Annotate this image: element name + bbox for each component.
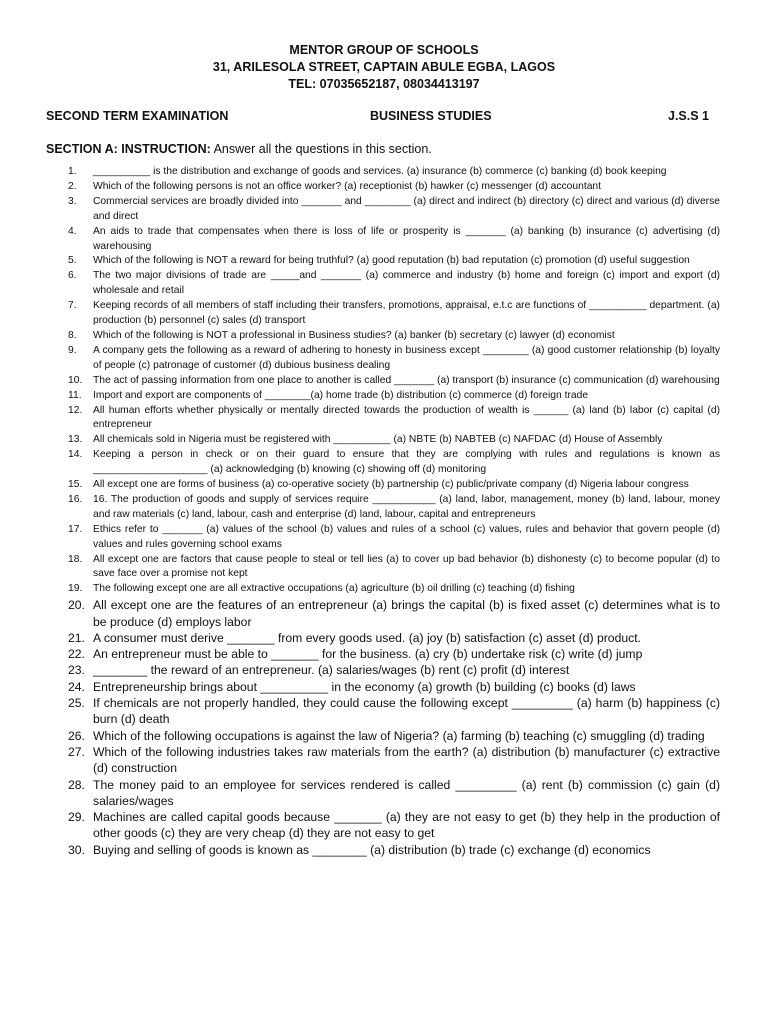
question-number: 10. [68,374,83,386]
question-item [68,646,720,662]
question-text: A company gets the following as a reward of adhering to honesty in business except ________ (a) good customer relationship (b) loyalty of people (c) patronage of customer (d) dubious business dealing [93,344,720,371]
question-number: 13. [68,434,83,446]
question-text: Which of the following is NOT a professional in Business studies? (a) banker (b) secretary (c) lawyer (d) economist [93,329,615,341]
question-item [68,195,720,225]
question-text: Ethics refer to _______ (a) values of the school (b) values and rules of a school (c) values, rules and behavior that govern people (d) values and rules governing school exams [93,523,720,550]
question-item [68,404,720,434]
question-text: Buying and selling of goods is known as ________ (a) distribution (b) trade (c) exchange (d) economics [93,842,651,857]
question-text: Import and export are components of ________(a) home trade (b) distribution (c) commerce (d) foreign trade [93,389,589,401]
question-item [68,344,720,374]
question-item [68,597,720,630]
exam-title: SECOND TERM EXAMINATION [46,109,229,123]
question-item [68,433,720,448]
class-label: J.S.S 1 [668,109,709,123]
question-number: 14. [68,449,83,461]
question-number: 12. [68,404,83,416]
question-number: 22. [68,647,85,662]
question-number: 25. [68,696,85,711]
question-item [68,299,720,329]
question-text: The money paid to an employee for services rendered is called _________ (a) rent (b) commission (c) gain (d) salaries/wages [93,777,720,808]
school-name: MENTOR GROUP OF SCHOOLS [289,43,479,57]
question-text: Entrepreneurship brings about __________ in the economy (a) growth (b) building (c) books (d) laws [93,679,636,694]
question-list [0,165,768,858]
question-number: 19. [68,583,83,595]
question-item [68,180,720,195]
question-item [68,269,720,299]
question-number: 8. [68,329,77,341]
school-address: 31, ARILESOLA STREET, CAPTAIN ABULE EGBA, LAGOS [212,60,556,74]
question-number: 30. [68,842,85,857]
question-item [68,695,720,728]
question-text: An entrepreneur must be able to _______ for the business. (a) cry (b) undertake risk (c) write (d) jump [93,647,643,662]
question-number: 18. [68,553,83,565]
question-text: Which of the following is NOT a reward for being truthful? (a) good reputation (b) bad reputation (c) promotion (d) useful suggestion [93,255,690,267]
question-text: All human efforts whether physically or mentally directed towards the production of wealth is ______ (a) land (b) labor (c) capital (d) entrepreneur [93,404,720,431]
question-item [68,225,720,255]
question-text: Keeping a person in check or on their guard to ensure that they are complying with rules and regulations is known as ____________________ (a) acknowledging (b) knowing (c) showing off (d) monitoring [93,449,720,476]
question-item [68,329,720,344]
question-item [68,679,720,695]
question-item [68,777,720,810]
question-text: The act of passing information from one place to another is called _______ (a) transport (b) insurance (c) communication (d) warehousing [93,374,720,386]
question-item [68,389,720,404]
question-number: 24. [68,679,85,694]
question-text: Which of the following industries takes raw materials from the earth? (a) distribution (b) manufacturer (c) extractive (d) construction [93,744,720,776]
question-text: Machines are called capital goods because _______ (a) they are not easy to get (b) they help in the production of other goods (c) they are very cheap (d) they are not easy to get [93,810,720,841]
question-item [68,744,720,777]
question-item [68,165,720,180]
question-item [68,523,720,553]
subject-title: BUSINESS STUDIES [370,109,492,123]
question-text: Keeping records of all members of staff including their transfers, promotions, appraisal, e.t.c are functions of __________ department. (a) production (b) personnel (c) sales (d) transport [93,300,720,327]
question-text: If chemicals are not properly handled, they could cause the following except _________ (a) harm (b) happiness (c) burn (d) death [93,696,720,727]
school-header [0,0,768,93]
question-number: 29. [68,810,85,825]
question-number: 16. [68,493,83,505]
question-number: 15. [68,479,83,491]
question-number: 20. [68,598,85,613]
question-number: 5. [68,255,77,267]
question-number: 23. [68,663,85,678]
question-item [68,553,720,583]
question-item [68,630,720,646]
question-number: 9. [68,344,77,356]
question-text: All except one are factors that cause people to steal or tell lies (a) to cover up bad behavior (b) dishonesty (c) to become popular (d) to save face over a promise not kept [93,553,720,580]
question-number: 7. [68,300,77,312]
question-text: Commercial services are broadly divided into _______ and ________ (a) direct and indirect (b) directory (c) direct and various (d) diverse and direct [93,195,720,222]
exam-meta-row [0,109,768,127]
question-item [68,448,720,478]
question-item [68,493,720,523]
question-text: 16. The production of goods and supply of services require ___________ (a) land, labor, management, money (b) land, labour, money and raw materials (c) land, labour, cash and enterprise (d) land, labour, capital and entrepreneurs [93,493,720,520]
question-number: 21. [68,630,85,645]
section-label: SECTION A: INSTRUCTION: [46,142,211,156]
question-item [68,662,720,678]
question-number: 28. [68,777,85,792]
question-text: The following except one are all extractive occupations (a) agriculture (b) oil drilling (c) teaching (d) fishing [93,583,575,595]
question-number: 17. [68,523,83,535]
question-item [68,582,720,597]
question-text: A consumer must derive _______ from every goods used. (a) joy (b) satisfaction (c) asset (d) product. [93,630,642,645]
section-instruction-text: Answer all the questions in this section. [210,142,432,156]
question-number: 27. [68,744,85,759]
question-number: 26. [68,728,85,743]
question-item [68,842,720,858]
question-text: An aids to trade that compensates when there is loss of life or prosperity is _______ (a) banking (b) insurance (c) advertising (d) warehousing [93,225,720,252]
question-text: All chemicals sold in Nigeria must be registered with __________ (a) NBTE (b) NABTEB (c) NAFDAC (d) House of Assembly [93,434,663,446]
question-text: Which of the following persons is not an office worker? (a) receptionist (b) hawker (c) messenger (d) accountant [93,180,602,192]
question-text: Which of the following occupations is against the law of Nigeria? (a) farming (b) teaching (c) smuggling (d) trading [93,728,705,743]
question-text: The two major divisions of trade are _____and _______ (a) commerce and industry (b) home and foreign (c) import and export (d) wholesale and retail [93,270,720,297]
question-item [68,254,720,269]
section-instruction [46,142,768,156]
question-text: ________ the reward of an entrepreneur. (a) salaries/wages (b) rent (c) profit (d) interest [93,663,570,678]
question-text: __________ is the distribution and exchange of goods and services. (a) insurance (b) commerce (c) banking (d) book keeping [93,166,667,177]
question-item [68,728,720,744]
question-item [68,478,720,493]
school-telephone: TEL: 07035652187, 08034413197 [288,77,480,91]
question-number: 6. [68,270,77,282]
question-number: 2. [68,180,77,192]
question-number: 1. [68,166,77,177]
question-number: 3. [68,195,77,207]
question-number: 4. [68,225,77,237]
question-text: All except one are forms of business (a) co-operative society (b) partnership (c) public/private company (d) Nigeria labour congress [93,479,689,491]
question-item [68,809,720,842]
question-number: 11. [68,389,82,401]
question-item [68,374,720,389]
question-text: All except one are the features of an entrepreneur (a) brings the capital (b) is fixed asset (c) determines what is to be produce (d) employs labor [93,598,720,629]
